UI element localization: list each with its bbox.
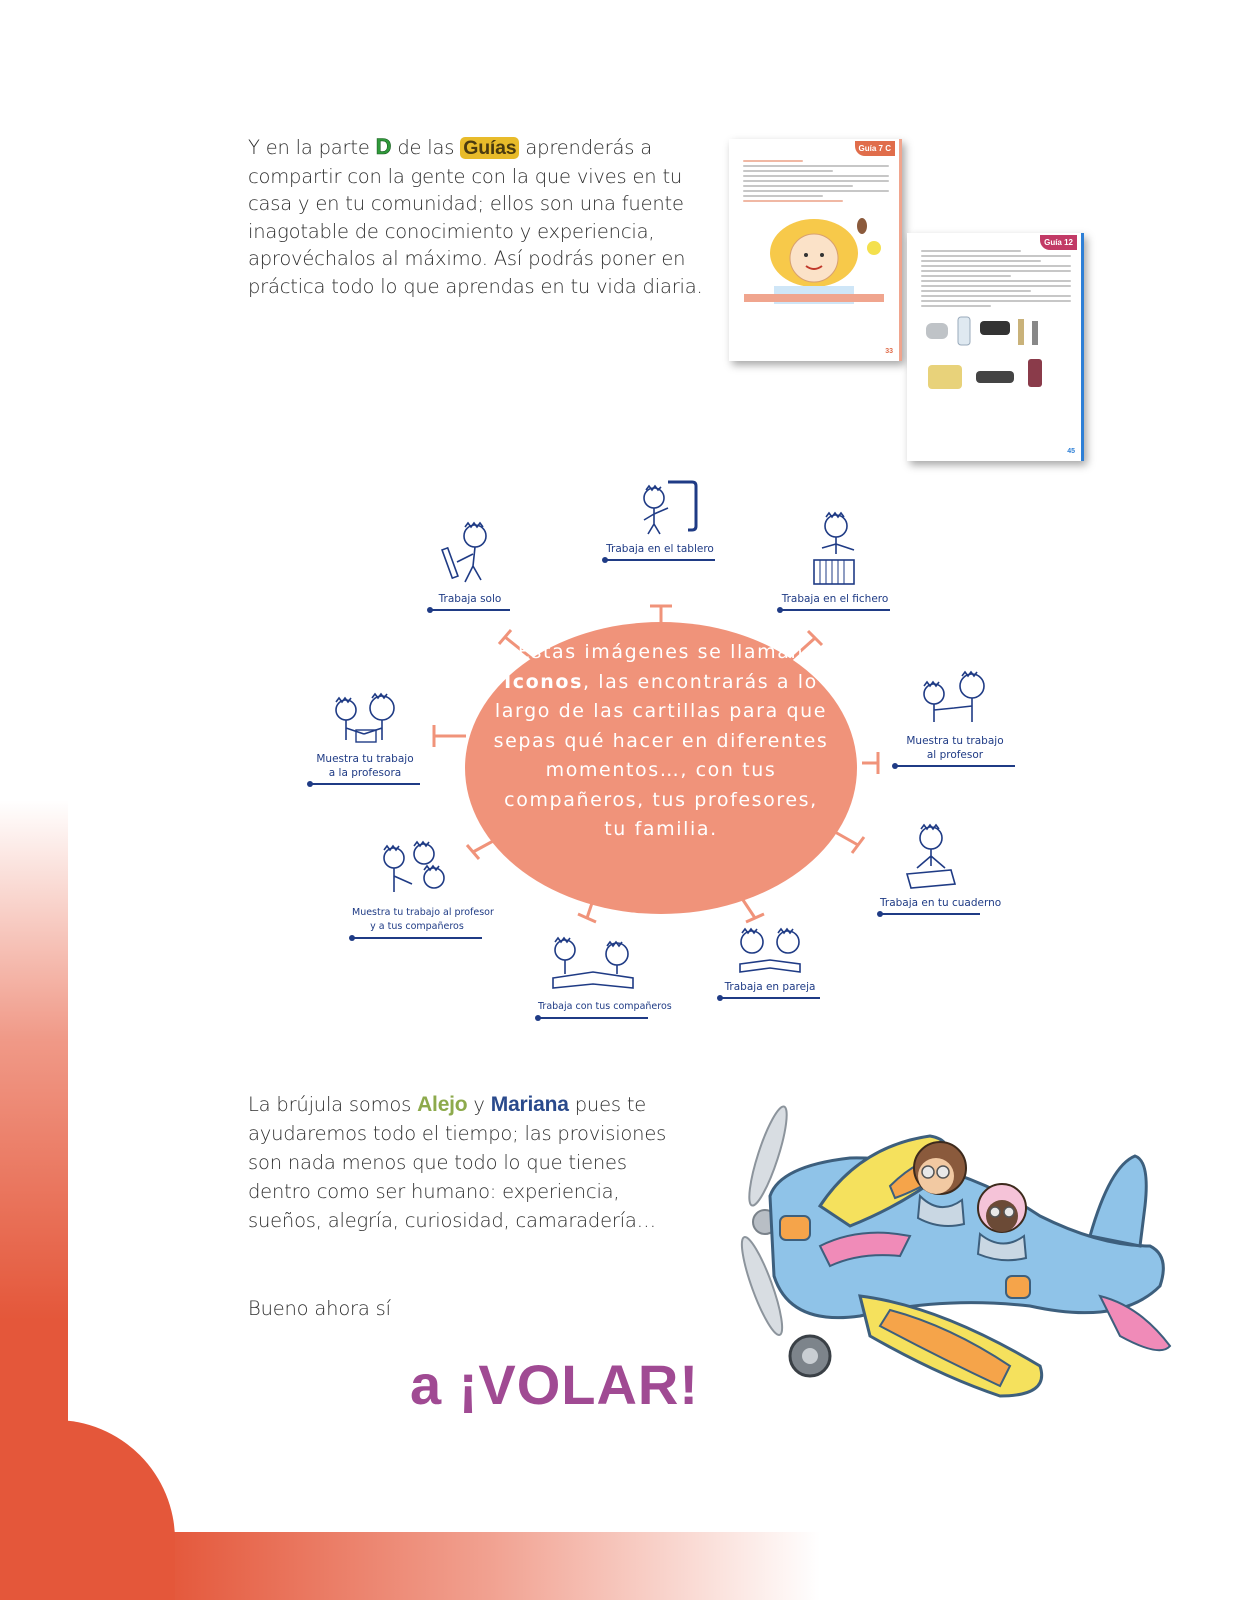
icon-label: Muestra tu trabajo al profesor (352, 907, 494, 918)
icon-trabaja-solo (430, 518, 510, 611)
icon-muestra-profesor-companeros (352, 840, 494, 939)
page-number: 33 (885, 348, 893, 355)
airplane-illustration (740, 1096, 1180, 1426)
icon-trabaja-companeros (538, 928, 672, 1019)
icon-label: Trabaja en pareja (724, 981, 816, 993)
volar-title: a ¡VOLAR! (410, 1353, 699, 1416)
kid-at-board-icon (620, 478, 700, 538)
group-of-kids-icon (543, 928, 643, 996)
icon-underline (430, 609, 510, 611)
icon-underline (880, 913, 980, 915)
two-kids-reading-icon (722, 920, 818, 976)
iconos-bold-word: Íconos (504, 670, 583, 693)
icon-label: al profesor (926, 749, 984, 761)
page-number: 45 (1067, 448, 1075, 455)
icons-explanation-text: Estas imágenes se llaman Íconos, las encontrarás a lo largo de las cartillas para que sepas qué hacer en diferentes momentos…, con tus compañeros, tus profesores, tu familia. (493, 641, 829, 840)
icon-trabaja-cuaderno (880, 820, 1002, 915)
icon-label: Trabaja con tus compañeros (538, 1001, 672, 1012)
icon-label: Trabaja en el fichero (781, 593, 889, 605)
kid-and-teacher-icon (910, 668, 1000, 730)
icon-trabaja-pareja (720, 920, 820, 999)
icon-label: Muestra tu trabajo (906, 735, 1004, 747)
bueno-ahora-si: Bueno ahora sí (248, 1297, 391, 1320)
icon-trabaja-tablero (605, 478, 715, 561)
icon-underline (720, 997, 820, 999)
icon-label: Muestra tu trabajo (316, 753, 414, 765)
icon-underline (538, 1017, 648, 1019)
icon-underline (605, 559, 715, 561)
icon-label: Trabaja en el tablero (606, 543, 714, 555)
guide-tab: Guía 7 C (855, 141, 895, 156)
teacher-and-classmates-icon (372, 840, 462, 902)
mariana-name: Mariana (490, 1093, 569, 1116)
icon-muestra-profesora (310, 690, 420, 785)
icon-label: a la profesora (328, 767, 402, 779)
intro-text: Y en la parte (248, 136, 376, 159)
kid-with-notebook-icon (895, 820, 965, 892)
guias-highlight: Guías (460, 137, 519, 159)
icon-muestra-profesor (895, 668, 1015, 767)
icon-underline (895, 765, 1015, 767)
intro-text: de las (391, 136, 461, 159)
kid-at-file-box-icon (800, 508, 870, 588)
alejo-name: Alejo (417, 1093, 468, 1116)
kid-and-teacher-female-icon (320, 690, 410, 748)
outro-paragraph: La brújula somos Alejo y Mariana pues te ayudaremos todo el tiempo; las provisiones son nada menos que todo lo que tienes dentro como ser humano: experiencia, sueños, alegría, curiosidad, camaradería… (248, 1093, 667, 1232)
icon-label: y a tus compañeros (370, 921, 464, 932)
icon-label: Trabaja solo (438, 593, 502, 605)
icon-underline (352, 937, 482, 939)
kid-with-pencil-icon (435, 518, 505, 588)
intro-text: aprenderás a compartir con la gente con la que vives en tu casa y en tu comunidad; ellos son una fuente inagotable de conocimiento y experiencia, aprovéchalos al máximo. Así podrás poner en práctica todo lo que aprendas en tu vida diaria. (248, 136, 703, 298)
icon-label: Trabaja en tu cuaderno (880, 897, 1002, 909)
guide-tab: Guía 12 (1040, 235, 1077, 250)
part-d-letter: D (375, 134, 392, 159)
icon-underline (310, 783, 420, 785)
icon-underline (780, 609, 890, 611)
icon-trabaja-fichero (780, 508, 890, 611)
